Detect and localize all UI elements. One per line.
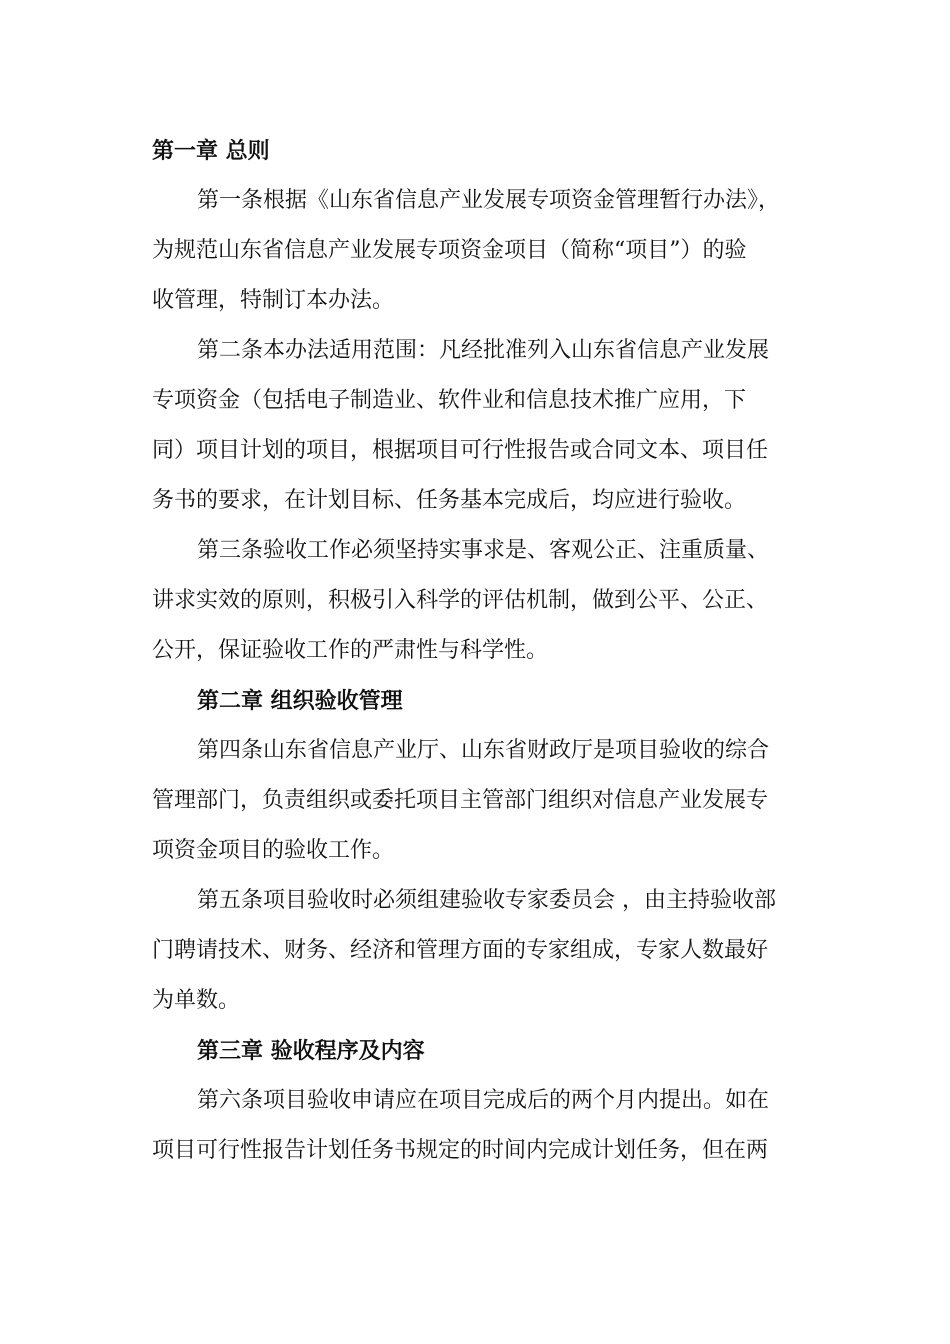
article-5-line-2: 门聘请技术、财务、经济和管理方面的专家组成，专家人数最好 [152, 938, 769, 963]
chapter-2-heading: 第二章 组织验收管理 [197, 688, 403, 714]
article-1-line-3: 收管理，特制订本办法。 [152, 288, 395, 313]
article-5-line-1: 第五条项目验收时必须组建验收专家委员会 ，由主持验收部 [197, 888, 776, 913]
article-1-line-2: 为规范山东省信息产业发展专项资金项目（简称“项目”）的验 [152, 238, 747, 263]
article-4-line-2: 管理部门，负责组织或委托项目主管部门组织对信息产业发展专 [152, 788, 769, 813]
article-3-line-1: 第三条验收工作必须坚持实事求是、客观公正、注重质量、 [197, 538, 770, 563]
article-4-line-1: 第四条山东省信息产业厅、山东省财政厅是项目验收的综合 [197, 738, 770, 763]
article-6-line-2: 项目可行性报告计划任务书规定的时间内完成计划任务，但在两 [152, 1138, 769, 1163]
article-2-line-2: 专项资金（包括电子制造业、软件业和信息技术推广应用，下 [152, 388, 747, 413]
article-2-line-4: 务书的要求，在计划目标、任务基本完成后，均应进行验收。 [152, 488, 747, 513]
article-3-line-3: 公开，保证验收工作的严肃性与科学性。 [152, 638, 549, 663]
article-2-line-3: 同）项目计划的项目，根据项目可行性报告或合同文本、项目任 [152, 438, 769, 463]
chapter-3-heading: 第三章 验收程序及内容 [197, 1038, 425, 1064]
article-6-line-1: 第六条项目验收申请应在项目完成后的两个月内提出。如在 [197, 1088, 770, 1113]
chapter-1-heading: 第一章 总则 [152, 138, 270, 164]
article-4-line-3: 项资金项目的验收工作。 [152, 838, 395, 863]
article-5-line-3: 为单数。 [152, 988, 241, 1013]
article-2-line-1: 第二条本办法适用范围：凡经批准列入山东省信息产业发展 [197, 338, 770, 363]
article-3-line-2: 讲求实效的原则，积极引入科学的评估机制，做到公平、公正、 [152, 588, 769, 613]
article-1-line-1: 第一条根据《山东省信息产业发展专项资金管理暂行办法》， [197, 188, 781, 213]
